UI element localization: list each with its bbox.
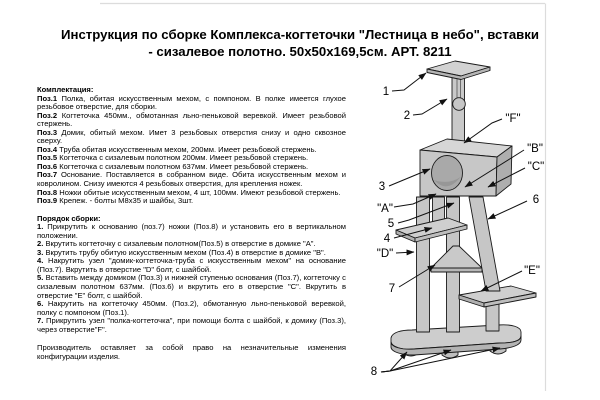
callout-label: 5 [387, 218, 395, 230]
assembly-step: 2. Вкрутить когтеточку с сизалевым полотном(Поз.5) в отверстие в домике "А". [37, 239, 316, 249]
part-item: Поз.3 Домик, обитый мехом. Имет 3 резьбовых отверстия снизу и одно сквозное сверху. [37, 127, 346, 146]
callout-6 [488, 194, 539, 219]
assembly-step: 7. Прикрутить узел "полка-когтеточка", при помощи болта с шайбой, к домику (Поз.3), через отверстие"F". [37, 316, 346, 334]
callout-1 [383, 73, 426, 98]
part-item: Поз.9 Крепеж. - болты М8х35 и шайбы, 3шт. [37, 196, 194, 206]
assembly-step: 4. Накрутить узел "домик-когтеточка-труба с искусственным мехом" на основание (Поз.7). Вкрутить в отверстие "D" болт, с шайбой. [37, 256, 346, 274]
callout-label: "F" [505, 113, 521, 125]
callout-label: 4 [383, 233, 391, 245]
callout-2 [404, 99, 447, 122]
cone-skirt [431, 246, 482, 272]
part-item: Поз.2 Когтеточка 450мм., обмотанная льно-пеньковой веревкой. Имеет резьбовой стержень. [37, 110, 346, 129]
callout-label: "D" [376, 248, 394, 260]
house [420, 139, 512, 196]
title-line-2: - сизалевое полотно. 50х50х169,5см. АРТ. 8211 [148, 44, 452, 60]
callout-label: 6 [532, 194, 540, 206]
callout-label: 7 [388, 283, 396, 295]
part-item: Поз.8 Ножки обитые искусственным мехом, 4 шт, 100мм. Имеют резьбовой стержень. [37, 187, 341, 197]
callout-label: 8 [370, 366, 378, 378]
callout-label: "В" [527, 143, 543, 155]
callout-label: "С" [527, 161, 545, 173]
callout-D [377, 248, 414, 260]
part-item: Поз.7 Основание. Поставляется в собранном виде. Обита искусственным мехом и ковролином. Снизу имеются 4 резьбовых отверстия, для крепления ножек. [37, 170, 346, 189]
pompon-ball [453, 98, 466, 111]
assembly-step: 3. Вкрутить трубу обитую искусственным мехом (Поз.4) в отверстие в домике "В". [37, 247, 326, 257]
callout-label: "Е" [524, 265, 540, 277]
assembly-step: 6. Накрутить на когтеточку 450мм. (Поз.2), обмотанную льно-пеньковой веревкой, полку с помпоном (Поз.1). [37, 299, 346, 317]
assembly-step: 5. Вставить между домиком (Поз.3) и нижней ступенью основания (Поз.7), когтеточку с сизалевым полотном 637мм. (Поз.6) и вкрутить его в отверстие "С". Вкрутить в отверстие "Е" болт, с шайбой. [37, 273, 346, 300]
part-item: Поз.6 Когтеточка с сизалевым полотном 637мм. Имеет резьбовой стержень. [37, 161, 309, 171]
sisal-post [469, 197, 500, 291]
part-item: Поз.1 Полка, обитая искусственным мехом, с помпоном. В полке имеется глухое резьбовое отверстие, для сборки. [37, 93, 346, 112]
pompon-post [452, 76, 465, 142]
top-shelf [427, 61, 490, 80]
parts-heading: Комплектация: [37, 85, 94, 94]
assembly-heading: Порядок сборки: [37, 213, 101, 223]
title-line-1: Инструкция по сборке Комплекса-когтеточки "Лестница в небо", вставки [61, 27, 539, 42]
assembly-step: 1. Прикрутить к основанию (поз.7) ножки (Поз.8) и установить его в вертикальном положении. [37, 222, 346, 240]
callout-label: 3 [378, 181, 386, 193]
part-item: Поз.4 Труба обитая искусственным мехом, 200мм. Имеет резьбовой стержень. [37, 144, 317, 154]
callout-label: 2 [403, 110, 411, 122]
part-item: Поз.5 Когтеточка с сизалевым полотном 200мм. Имеет резьбовой стержень. [37, 153, 309, 163]
callout-F [464, 113, 521, 143]
left-post [417, 197, 430, 332]
manufacturer-note: Производитель оставляет за собой право на незначительные изменения конфигурации изделия. [37, 343, 346, 361]
callout-label: 1 [382, 86, 390, 98]
callout-label: "А" [377, 203, 393, 215]
